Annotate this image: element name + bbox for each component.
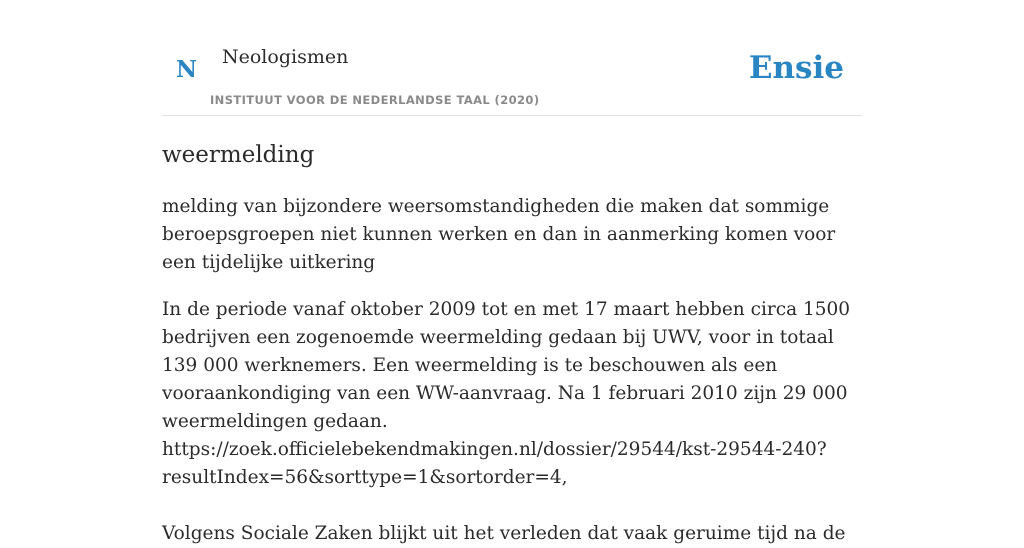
entry-quote — [162, 296, 862, 548]
entry-term: weermelding — [162, 142, 315, 168]
source-publisher: INSTITUUT VOOR DE NEDERLANDSE TAAL (2020) — [210, 93, 540, 107]
quote-text-2: Volgens Sociale Zaken blijkt uit het verleden dat vaak geruime tijd na de — [162, 523, 846, 544]
quote-text: In de periode vanaf oktober 2009 tot en met 17 maart hebben circa 1500 bedrijven een zogenoemde weermelding gedaan bij UWV, voor in totaal 139 000 werknemers. Een weermelding is te beschouwen als een vooraankondiging van een WW-aanvraag. Na 1 februari 2010 zijn 29 000 weermeldingen gedaan. — [162, 299, 851, 432]
quote-source-url: https://zoek.officielebekendmakingen.nl/dossier/29544/kst-29544-240?resultIndex=56&sorttype=1&sortorder=4, — [162, 439, 827, 488]
entry-definition: melding van bijzondere weersomstandigheden die maken dat sommige beroepsgroepen niet kunnen werken en dan in aanmerking komen voor een tijdelijke uitkering — [162, 196, 836, 273]
entry-card — [162, 0, 862, 548]
quote-spacer — [162, 492, 862, 520]
ensie-logo[interactable]: Ensie — [748, 50, 844, 86]
source-name[interactable]: Neologismen — [222, 46, 349, 68]
source-initial-badge: N — [176, 56, 198, 83]
source-header — [162, 0, 862, 116]
